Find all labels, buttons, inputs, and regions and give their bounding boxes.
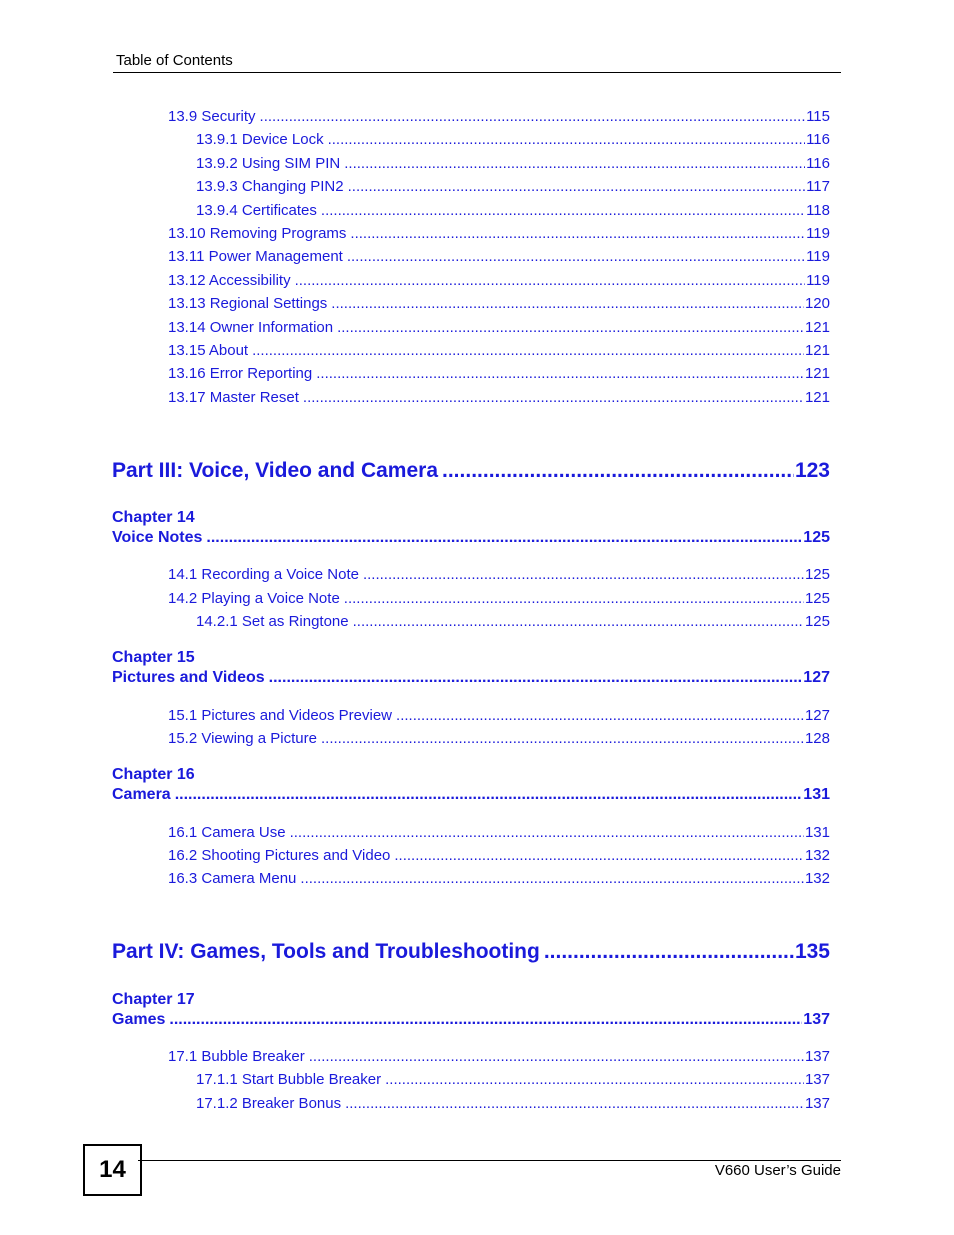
toc-chapter-entry[interactable]: Voice Notes ..... 125 [112, 529, 830, 547]
toc-entry[interactable]: 13.9.3 Changing PIN2 ..... 117 [196, 178, 830, 195]
toc-entry[interactable]: 13.9.4 Certificates ..... 118 [196, 202, 830, 219]
chapter-label: Chapter 14 [112, 509, 195, 526]
footer-rule [138, 1160, 841, 1161]
toc-entry[interactable]: 16.3 Camera Menu ..... 132 [168, 870, 830, 887]
toc-entry[interactable]: 13.9 Security ..... 115 [168, 108, 830, 125]
toc-entry[interactable]: 13.13 Regional Settings ..... 120 [168, 295, 830, 312]
guide-title: V660 User’s Guide [714, 1162, 841, 1179]
toc-entry[interactable]: 13.15 About ..... 121 [168, 342, 830, 359]
toc-entry[interactable]: 13.12 Accessibility ..... 119 [168, 272, 830, 289]
toc-entry[interactable]: 14.1 Recording a Voice Note ..... 125 [168, 566, 830, 583]
toc-entry[interactable]: 17.1.1 Start Bubble Breaker ..... 137 [196, 1071, 830, 1088]
toc-entry[interactable]: 15.2 Viewing a Picture ..... 128 [168, 730, 830, 747]
toc-entry[interactable]: 17.1 Bubble Breaker ..... 137 [168, 1048, 830, 1065]
toc-entry[interactable]: 16.1 Camera Use ..... 131 [168, 824, 830, 841]
toc-entry[interactable]: 15.1 Pictures and Videos Preview ..... 127 [168, 707, 830, 724]
toc-entry[interactable]: 17.1.2 Breaker Bonus ..... 137 [196, 1095, 830, 1112]
chapter-label: Chapter 17 [112, 991, 195, 1008]
running-header: Table of Contents [116, 52, 233, 69]
toc-entry[interactable]: 13.14 Owner Information ..... 121 [168, 319, 830, 336]
toc-entry[interactable]: 13.10 Removing Programs ..... 119 [168, 225, 830, 242]
toc-chapter-entry[interactable]: Games ..... 137 [112, 1011, 830, 1029]
toc-entry[interactable]: 14.2.1 Set as Ringtone ..... 125 [196, 613, 830, 630]
chapter-label: Chapter 16 [112, 766, 195, 783]
toc-entry[interactable]: 13.9.1 Device Lock ..... 116 [196, 131, 830, 148]
toc-entry[interactable]: 13.16 Error Reporting ..... 121 [168, 365, 830, 382]
toc-entry[interactable]: 13.9.2 Using SIM PIN ..... 116 [196, 155, 830, 172]
toc-entry[interactable]: 16.2 Shooting Pictures and Video ..... 132 [168, 847, 830, 864]
page-number: 14 [83, 1144, 142, 1196]
toc-part-entry[interactable]: Part III: Voice, Video and Camera ..... 123 [112, 459, 830, 483]
toc-chapter-entry[interactable]: Camera ..... 131 [112, 786, 830, 804]
header-rule [113, 72, 841, 73]
toc-entry[interactable]: 13.17 Master Reset ..... 121 [168, 389, 830, 406]
toc-entry[interactable]: 13.11 Power Management ..... 119 [168, 248, 830, 265]
toc-entry[interactable]: 14.2 Playing a Voice Note ..... 125 [168, 590, 830, 607]
toc-part-entry[interactable]: Part IV: Games, Tools and Troubleshooting ..... 135 [112, 940, 830, 964]
toc-chapter-entry[interactable]: Pictures and Videos ..... 127 [112, 669, 830, 687]
chapter-label: Chapter 15 [112, 649, 195, 666]
